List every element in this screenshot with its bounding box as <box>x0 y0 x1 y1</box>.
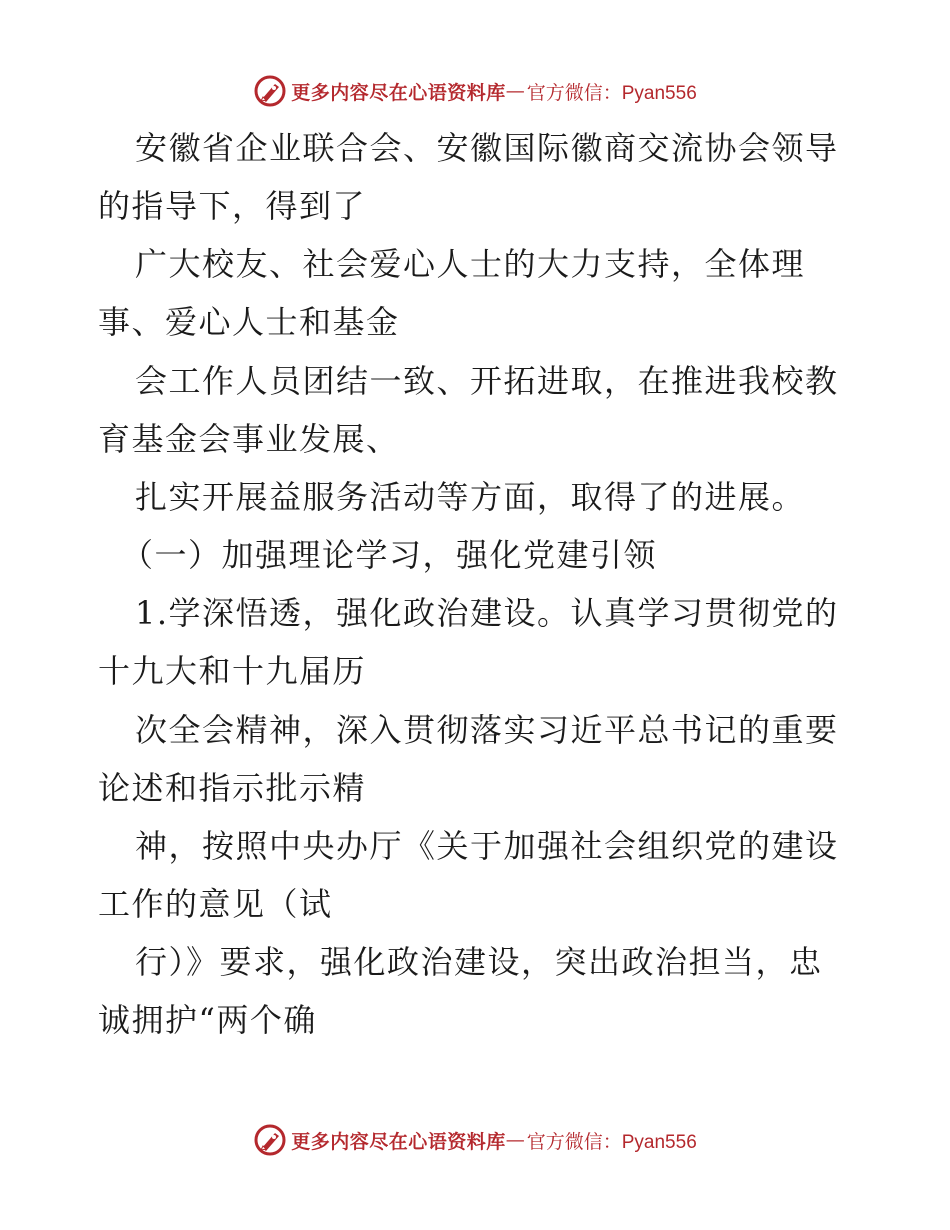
body-line: 神，按照中央办厅《关于加强社会组织党的建设 <box>135 827 839 865</box>
footer-wechat-label: 官方微信：Pyan556 <box>526 1131 697 1153</box>
body-line: 次全会精神，深入贯彻落实习近平总书记的重要 <box>135 711 839 749</box>
body-line: 事、爱心人士和基金 <box>98 303 400 341</box>
body-line: 工作的意见（试 <box>98 885 333 923</box>
body-line: 论述和指示批示精 <box>98 769 367 807</box>
header-wechat-label: 官方微信：Pyan556 <box>526 82 697 104</box>
body-line: 会工作人员团结一致、开拓进取，在推进我校教 <box>135 362 839 400</box>
footer-banner-text: 更多内容尽在心语资料库 <box>291 1130 506 1153</box>
header-separator: — <box>505 80 525 102</box>
body-line: 广大校友、社会爱心人士的大力支持，全体理 <box>135 245 806 283</box>
body-line: 扎实开展益服务活动等方面，取得了的进展。 <box>135 478 806 516</box>
footer-separator: — <box>505 1129 525 1151</box>
body-line: 十九大和十九届历 <box>98 652 367 690</box>
header-banner-text: 更多内容尽在心语资料库 <box>291 81 506 104</box>
pen-logo-icon <box>253 1123 287 1157</box>
body-line: 的指导下，得到了 <box>98 187 367 225</box>
section-heading: （一）加强理论学习，强化党建引领 <box>121 536 658 574</box>
body-line: 1.学深悟透，强化政治建设。认真学习贯彻党的 <box>135 594 839 632</box>
footer-banner <box>0 1120 950 1160</box>
body-line: 育基金会事业发展、 <box>98 420 400 458</box>
body-line: 行）》要求，强化政治建设，突出政治担当，忠 <box>135 943 823 981</box>
body-line: 诚拥护“两个确 <box>98 1001 317 1039</box>
body-line: 安徽省企业联合会、安徽国际徽商交流协会领导 <box>135 129 839 167</box>
